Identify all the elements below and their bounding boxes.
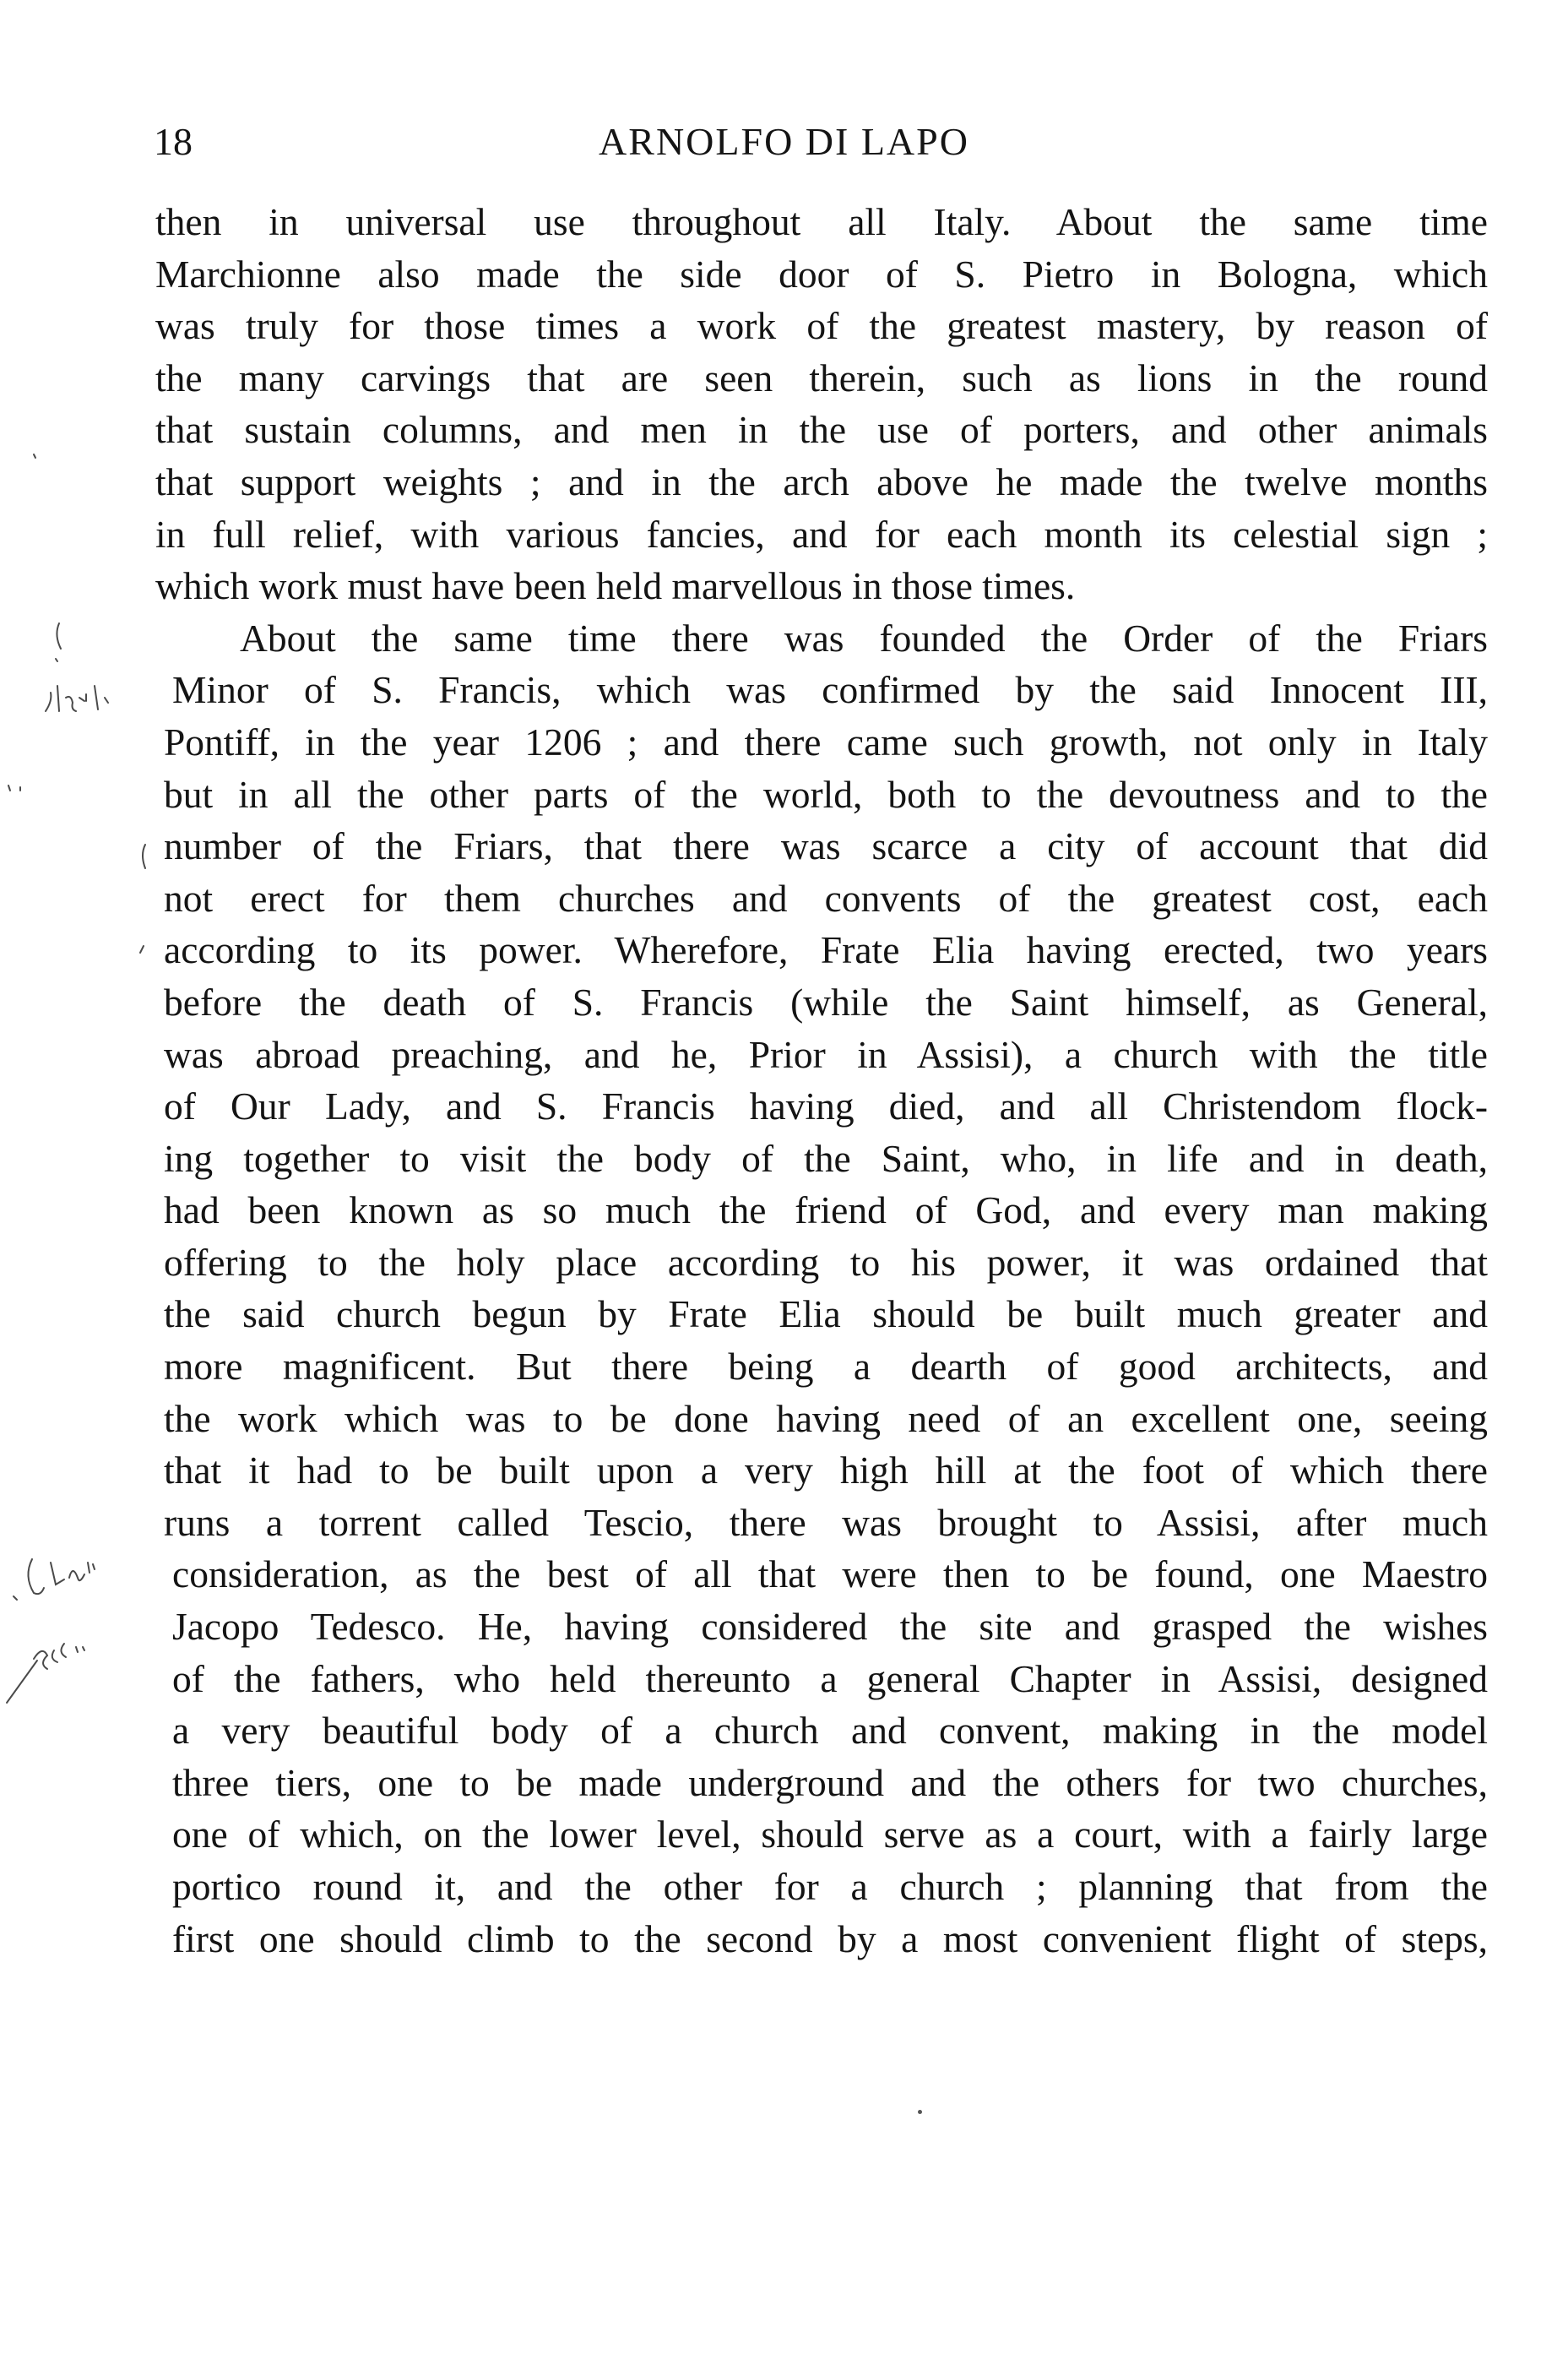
page-number: 18 [154, 120, 193, 163]
text-line: three tiers, one to be made underground and the others for two churches, [172, 1760, 1488, 1804]
text-line: but in all the other parts of the world, both to the devoutness and to the [164, 772, 1488, 816]
text-line: more magnificent. But there being a dearth of good architects, and [164, 1345, 1488, 1389]
text-line: according to its power. Wherefore, Frate Elia having erected, two years [164, 928, 1488, 972]
text-line: not erect for them churches and convents of the greatest cost, each [164, 876, 1488, 920]
text-line: that support weights ; and in the arch above he made the twelve months [155, 459, 1488, 503]
marginal-pencil-marks [0, 0, 152, 2370]
text-line: ing together to visit the body of the Saint, who, in life and in death, [164, 1136, 1488, 1180]
text-line: runs a torrent called Tescio, there was brought to Assisi, after much [164, 1500, 1488, 1544]
text-line: the said church begun by Frate Elia should be built much greater and [164, 1292, 1488, 1336]
text-line: Marchionne also made the side door of S. Pietro in Bologna, which [155, 252, 1488, 296]
text-line: offering to the holy place according to his power, it was ordained that [164, 1240, 1488, 1284]
text-line: one of which, on the lower level, should serve as a court, with a fairly large [172, 1813, 1488, 1856]
text-line: Pontiff, in the year 1206 ; and there came such growth, not only in Italy [164, 720, 1488, 764]
text-line: the many carvings that are seen therein, such as lions in the round [155, 356, 1488, 400]
text-line: was truly for those times a work of the greatest mastery, by reason of [155, 304, 1488, 348]
text-line: a very beautiful body of a church and convent, making in the model [172, 1709, 1488, 1753]
text-line: About the same time there was founded the Order of the Friars [240, 616, 1488, 660]
text-line: number of the Friars, that there was scarce a city of account that did [164, 824, 1488, 868]
text-line: consideration, as the best of all that were then to be found, one Maestro [172, 1552, 1488, 1596]
text-line: before the death of S. Francis (while the Saint himself, as General, [164, 980, 1488, 1024]
text-line: of the fathers, who held thereunto a general Chapter in Assisi, designed [172, 1656, 1488, 1700]
text-line: portico round it, and the other for a church ; planning that from the [172, 1865, 1488, 1908]
body-text [155, 196, 1488, 1965]
text-line: that it had to be built upon a very high hill at the foot of which there [164, 1449, 1488, 1492]
text-line: of Our Lady, and S. Francis having died, and all Christendom flock- [164, 1084, 1488, 1128]
text-line: Jacopo Tedesco. He, having considered the site and grasped the wishes [172, 1605, 1488, 1649]
page-speck [918, 2110, 922, 2114]
text-line: then in universal use throughout all Italy. About the same time [155, 200, 1488, 243]
text-line: first one should climb to the second by a most convenient flight of steps, [172, 1916, 1488, 1960]
text-line: that sustain columns, and men in the use of porters, and other animals [155, 408, 1488, 452]
text-line: Minor of S. Francis, which was confirmed by the said Innocent III, [172, 668, 1488, 712]
text-line: the work which was to be done having need of an excellent one, seeing [164, 1396, 1488, 1440]
running-title: ARNOLFO DI LAPO [599, 120, 969, 163]
text-line: was abroad preaching, and he, Prior in Assisi), a church with the title [164, 1032, 1488, 1076]
text-line: had been known as so much the friend of God, and every man making [164, 1188, 1488, 1232]
text-line: which work must have been held marvellous in those times. [155, 564, 1076, 608]
text-line: in full relief, with various fancies, and for each month its celestial sign ; [155, 512, 1488, 556]
